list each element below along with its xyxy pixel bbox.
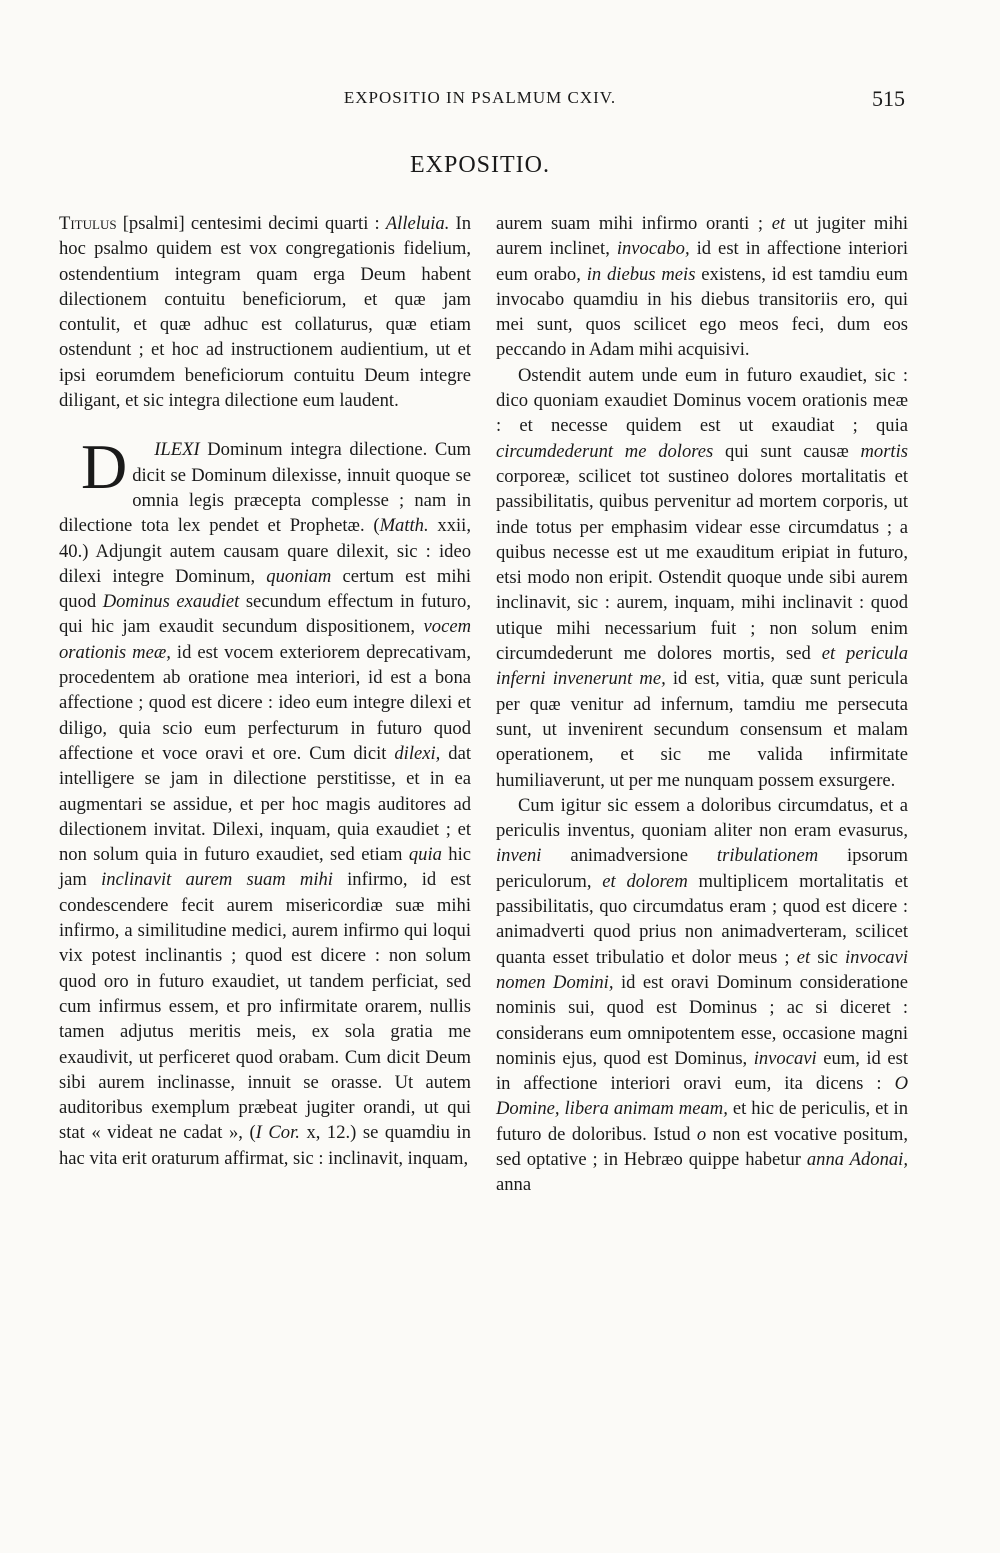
running-title: EXPOSITIO IN PSALMUM CXIV.	[343, 88, 617, 107]
italic-run: vocem orationis meæ,	[59, 616, 471, 663]
italic-run: quoniam	[266, 565, 332, 587]
text-run: id est, vitia, quæ sunt pericula per quæ venitur ad infernum, tamdiu me persecuta sunt, ut invenirent secundum consensum et malam operationem, et sic me valida infirmitate humiliaverunt, ut per me nunquam possem exsurgere.	[496, 668, 908, 791]
italic-run: O Domine, libera animam meam,	[496, 1073, 908, 1120]
text-run: infirmo, id est condescendere fecit aurem misericordiæ suæ mihi infirmo, a similitudine medici, aurem infirmo qui loqui vix potest inclinantis ; quod est dicere : non solum quod oro in futuro exaudiet, ut tandem perficiat, sed cum infirmus essem, et pro infirmitate orarem, nullis tamen adjutus meritis meis, ex sola gratia me exaudivit, ut perficeret quod orabam. Cum dicit Deum sibi aurem inclinasse, innuit se orasse. Ut autem auditoribus exemplum præbeat jugiter orandi, ut qui stat « videat ne cadat », (	[59, 869, 472, 1144]
italic-run: inveni	[496, 845, 542, 867]
italic-run: Dominus exaudiet	[102, 591, 240, 613]
text-run: anna	[496, 1174, 532, 1196]
titulus-label: Titulus	[59, 213, 117, 234]
italic-run: et	[796, 946, 811, 968]
left-column	[59, 211, 471, 1171]
italic-run: in diebus meis	[586, 263, 696, 285]
italic-run: tribulationem	[716, 845, 819, 867]
italic-run: mortis	[860, 440, 908, 462]
section-title: EXPOSITIO.	[410, 152, 550, 178]
text-run: eum, id est in affectione interiori oravi eum, ita dicens :	[496, 1047, 908, 1095]
italic-run: et	[771, 213, 786, 234]
text-run: aurem suam mihi infirmo oranti ;	[496, 213, 772, 234]
main-paragraph	[59, 431, 472, 1171]
text-run: ut jugiter mihi aurem inclinet,	[496, 213, 908, 260]
italic-run: circumdederunt me dolores	[496, 440, 714, 462]
italic-run: inclinavit aurem suam mihi	[101, 869, 333, 891]
text-run: qui sunt causæ	[713, 440, 861, 462]
text-run: id est in affectione interiori eum orabo,	[496, 238, 908, 285]
titulus-paragraph	[59, 211, 471, 413]
running-head	[0, 84, 1000, 114]
text-run: et hic de periculis, et in futuro de doloribus. Istud	[496, 1098, 908, 1145]
text-run: In hoc psalmo quidem est vox congregationis fidelium, ostendentium integram quam erga Deum habent dilectionem contuitu beneficiorum, et quæ jam contulit, et quæ adhuc est collaturus, quæ etiam ostendunt ; et hoc ad instructionem audientium, ut et ipsi eorumdem beneficiorum contuitu Deum integre diligant, et sic integra dilectione eum laudent.	[59, 213, 471, 412]
text-run: [psalmi] centesimi decimi quarti :	[116, 213, 386, 234]
text-run: dat intelligere se jam in dilectione perstitisse, et in ea augmentari se assidue, et per hoc magis auditores ad dilectionem invitat. Dilexi, inquam, quia exaudiet ; et non solum quia in futuro exaudiet, sed etiam	[59, 742, 471, 866]
paragraph	[496, 793, 908, 1198]
text-run: multiplicem mortalitatis et passibilitatis, quo circumdatus eram ; quod est dicere : animadverti quod prius non animadverteram, scilicet quanta esset tribulatio et dolor meus ;	[496, 870, 908, 968]
text-run: x, 12.) se quamdiu in hac vita erit oraturum affirmat, sic : inclinavit, inquam,	[59, 1122, 471, 1169]
italic-run: o	[696, 1123, 707, 1145]
italic-run: et dolorem	[602, 870, 688, 892]
italic-run: anna Adonai,	[806, 1148, 908, 1170]
text-run: sic	[810, 946, 846, 968]
text-run: xxii, 40.) Adjungit autem causam quare dilexit, sic : ideo dilexi integre Dominum,	[59, 515, 471, 587]
paragraph	[496, 211, 908, 363]
text-run: non est vocative positum, sed optative ; in Hebræo quippe habetur	[496, 1123, 908, 1170]
text-run: corporeæ, scilicet tot sustineo dolores mortalitatis et passibilitatis, quibus pervenitur ad mortem corporis, ut inde totus per emphasim videar esse circumdatus ; a quibus necesse est ut me exauditum eripiat in futuro, etsi modo non eripit. Ostendit quoque unde sibi aurem inclinavit, sic : aurem, inquam, mihi inclinavit : quod utique mihi necessarium fuit ; non solum enim circumdederunt me dolores mortis, sed	[496, 465, 908, 665]
italic-run: dilexi,	[394, 742, 441, 764]
text-run: Cum igitur sic essem a doloribus circumdatus, et a periculis inventus, quoniam aliter non eram evasurus,	[496, 794, 908, 842]
page-number: 515	[872, 86, 905, 111]
drop-cap: D	[81, 431, 128, 503]
italic-run: invocabo,	[616, 238, 690, 260]
main-text	[59, 431, 472, 1169]
text-run: id est oravi Dominum consideratione nominis sui, quod est Dominus ; ac si diceret : considerans eum omnipotentem esse, occasione magni nominis ejus, quod est Dominus,	[496, 971, 908, 1069]
italic-run: quia	[408, 844, 442, 866]
italic-run: Matth.	[379, 515, 429, 537]
right-column	[496, 211, 908, 1198]
italic-run: I Cor.	[255, 1122, 300, 1144]
text-run: hic jam	[59, 844, 471, 891]
paragraph	[496, 363, 908, 793]
italic-run: invocavi nomen Domini,	[496, 946, 908, 993]
text-run: id est vocem exteriorem deprecativam, procedentem ab oratione mea interiori, id est a bona affectione ; quod est dicere : ideo eum integre dilexi et diligo, quia scio eum perfecturum in futuro quod affectione et voce oravi et ore. Cum dicit	[59, 641, 471, 764]
italic-run: invocavi	[753, 1047, 817, 1069]
text-run: ipsorum periculorum,	[496, 845, 908, 892]
italic-run: et pericula inferni invenerunt me,	[496, 643, 909, 690]
text-run: animadversione	[541, 845, 717, 867]
text-run: certum est mihi quod	[59, 565, 471, 613]
drop-word: ILEXI	[154, 439, 200, 461]
text-run: secundum effectum in futuro, qui hic jam exaudit secundum dispositionem,	[59, 591, 471, 638]
italic-run: Alleluia.	[385, 213, 450, 234]
text-run: existens, id est tamdiu eum invocabo quamdiu in his diebus transitoriis ero, qui mei sunt, quos scilicet ego meos feci, dum eos peccando in Adam mihi acquisivi.	[496, 263, 908, 361]
text-run: Dominum integra dilectione. Cum dicit se Dominum dilexisse, innuit quoque se omnia legis præcepta complesse ; nam in dilectione tota lex pendet et Prophetæ. (	[59, 439, 471, 537]
text-run: Ostendit autem unde eum in futuro exaudiet, sic : dico quoniam exaudiet Dominus vocem orationis meæ : et necesse quidem est ut exaudiat ; quia	[496, 364, 908, 437]
titulus-text	[59, 213, 471, 411]
